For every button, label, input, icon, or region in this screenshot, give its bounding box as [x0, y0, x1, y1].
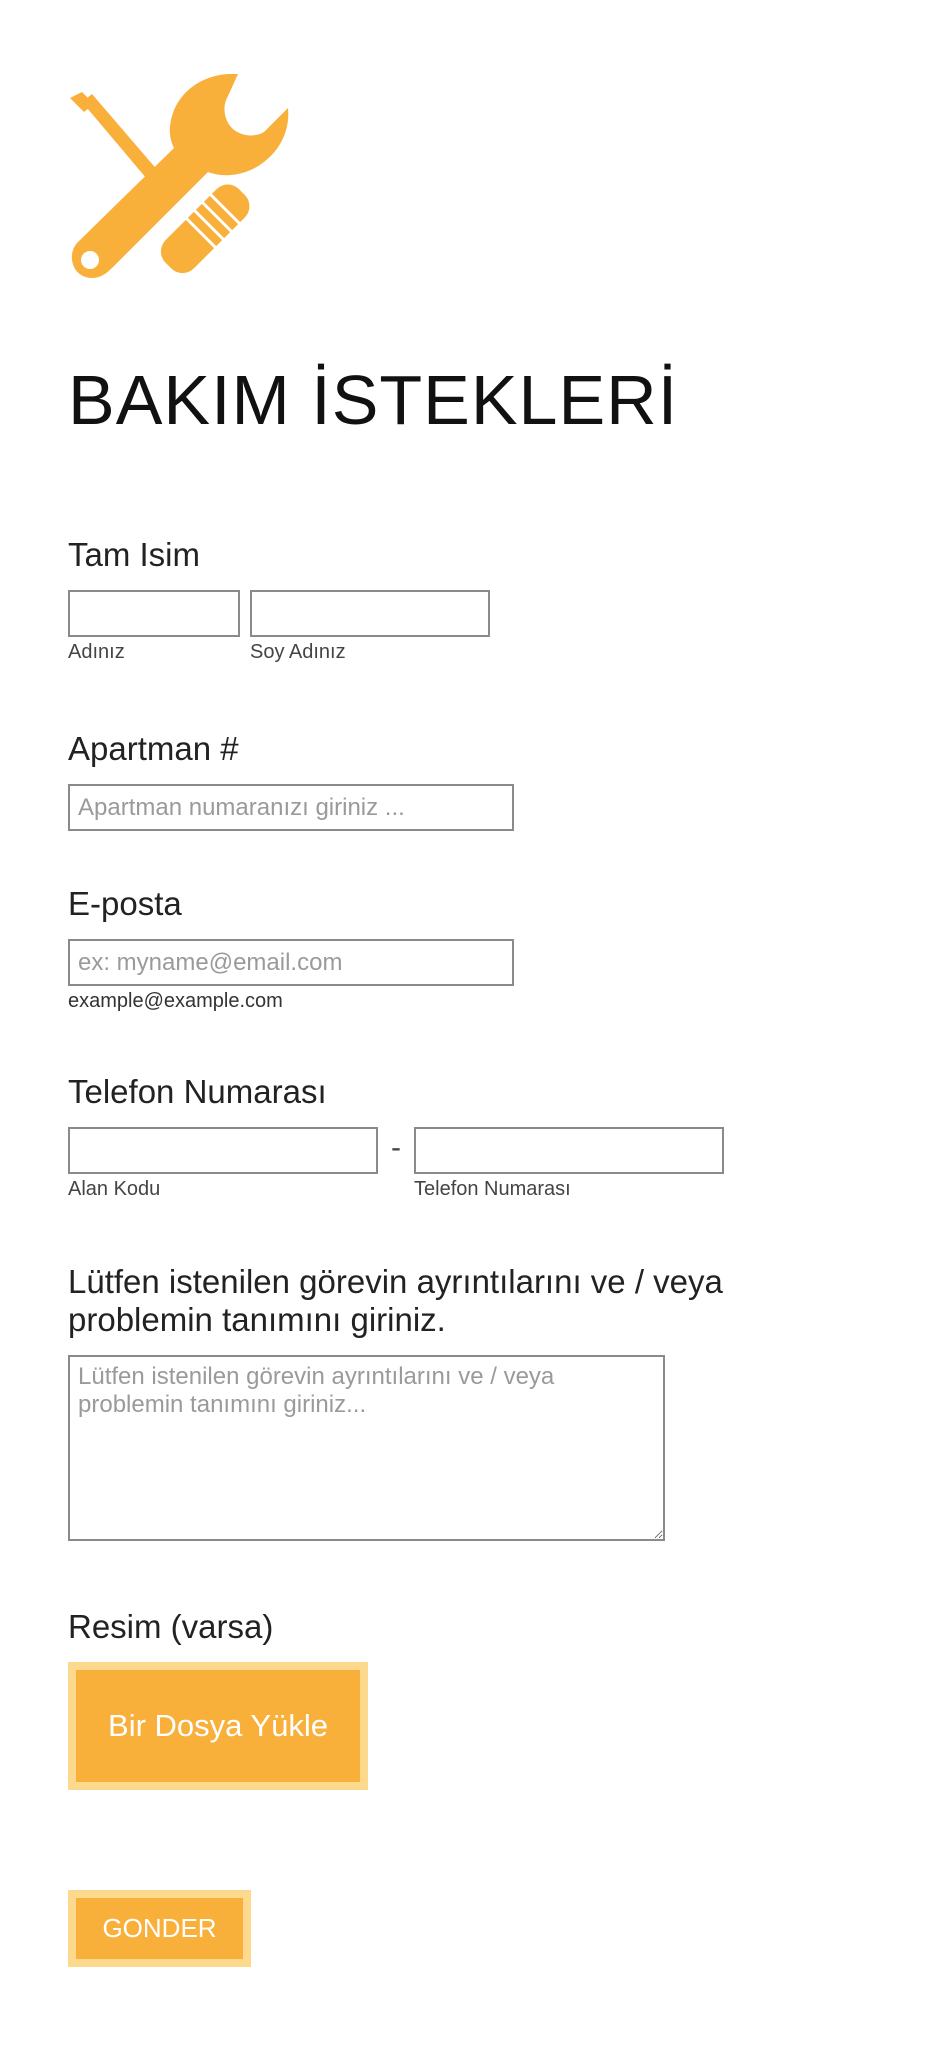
first-name-input[interactable] [68, 590, 240, 637]
full-name-field [68, 536, 868, 664]
upload-file-button[interactable]: Bir Dosya Yükle [68, 1662, 368, 1790]
area-code-input[interactable] [68, 1127, 378, 1174]
apartment-input[interactable] [68, 784, 514, 831]
phone-separator: - [391, 1131, 401, 1164]
details-textarea[interactable] [68, 1355, 665, 1541]
maintenance-form [68, 74, 868, 1967]
image-field [68, 1608, 868, 1790]
last-name-sublabel: Soy Adınız [250, 641, 346, 663]
email-input[interactable] [68, 939, 514, 986]
phone-number-sublabel: Telefon Numarası [414, 1178, 571, 1200]
phone-number-input[interactable] [414, 1127, 724, 1174]
email-help-text: example@example.com [68, 990, 283, 1012]
apartment-label: Apartman # [68, 730, 239, 767]
apartment-field [68, 730, 868, 831]
phone-label: Telefon Numarası [68, 1073, 327, 1110]
details-field [68, 1263, 868, 1546]
email-field [68, 885, 868, 1013]
phone-field [68, 1073, 868, 1201]
first-name-sublabel: Adınız [68, 641, 125, 663]
email-label: E-posta [68, 885, 182, 922]
full-name-label: Tam Isim [68, 536, 200, 573]
page-title: BAKIM İSTEKLERİ [68, 361, 679, 439]
details-label: Lütfen istenilen görevin ayrıntılarını ve / veya problemin tanımını giriniz. [68, 1263, 723, 1338]
area-code-sublabel: Alan Kodu [68, 1178, 161, 1200]
submit-button[interactable]: GONDER [68, 1890, 251, 1967]
image-label: Resim (varsa) [68, 1608, 274, 1645]
tools-icon [68, 74, 292, 284]
last-name-input[interactable] [250, 590, 490, 637]
